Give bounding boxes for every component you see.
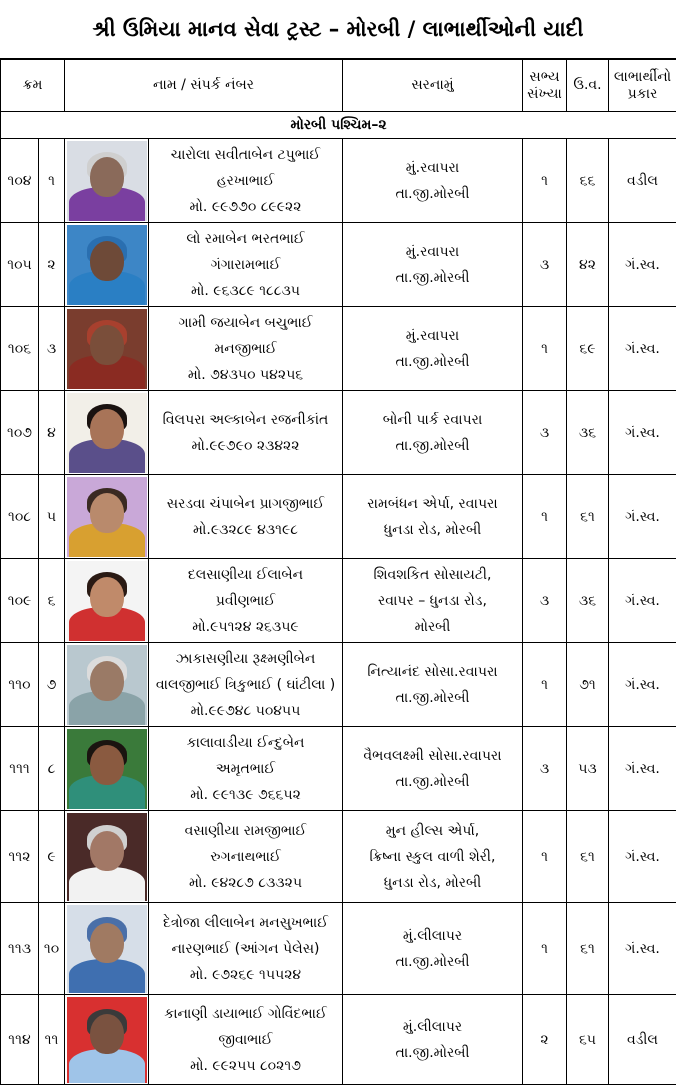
row-type: ગં.સ્વ. [609, 391, 676, 475]
row-address-cell [343, 559, 523, 643]
row-name-line1: કાનાણી ડાયાભાઈ ગોવિંદભાઈ [164, 1005, 327, 1022]
table-row [1, 223, 676, 307]
row-type: ગં.સ્વ. [609, 903, 676, 995]
row-address-line2: તા.જી.મોરબી [395, 269, 470, 286]
row-address-line3: મોરબી [414, 618, 451, 635]
row-name-line2: મનજીભાઈ [214, 340, 277, 357]
beneficiary-photo [67, 645, 147, 725]
table-row [1, 995, 676, 1085]
row-name-cell [149, 811, 343, 903]
row-serial: ૧૦૪ [1, 139, 39, 223]
row-address-line1: મું.લીલાપર [402, 927, 463, 944]
row-serial: ૧૦૬ [1, 307, 39, 391]
row-age: ૬૧ [567, 903, 609, 995]
row-address-line2: તા.જી.મોરબી [395, 689, 470, 706]
photo-face-shape [90, 745, 124, 785]
row-name-line2: પ્રવીણભાઈ [215, 592, 276, 609]
header-name: નામ / સંપર્ક નંબર [65, 60, 343, 112]
row-serial: ૧૧૨ [1, 811, 39, 903]
row-age: ૪૨ [567, 223, 609, 307]
row-sub-number: ૬ [39, 559, 65, 643]
row-phone: મો.૯૯૭૪૮ ૫૦૪૫૫ [190, 702, 301, 719]
row-address-line2: તા.જી.મોરબી [395, 773, 470, 790]
row-age: ૬૫ [567, 995, 609, 1085]
row-type: ગં.સ્વ. [609, 223, 676, 307]
row-members: ૨ [523, 995, 567, 1085]
row-phone: મો. ૯૪૨૮૭ ૮૩૩૨૫ [188, 874, 303, 891]
row-serial: ૧૧૦ [1, 643, 39, 727]
row-address-line1: શિવશકિત સોસાયટી, [373, 566, 492, 583]
beneficiary-photo [67, 905, 147, 993]
row-sub-number: ૯ [39, 811, 65, 903]
row-sub-number: ૫ [39, 475, 65, 559]
beneficiary-photo [67, 729, 147, 809]
row-sub-number: ૮ [39, 727, 65, 811]
row-serial: ૧૦૮ [1, 475, 39, 559]
row-type: ગં.સ્વ. [609, 811, 676, 903]
row-name-cell [149, 139, 343, 223]
table-row [1, 727, 676, 811]
photo-face-shape [90, 577, 124, 617]
row-age: ૬૬ [567, 139, 609, 223]
photo-face-shape [90, 241, 124, 281]
row-members: ૧ [523, 475, 567, 559]
row-address-line2: ધુનડા રોડ, મોરબી [383, 521, 482, 538]
row-serial: ૧૧૪ [1, 995, 39, 1085]
photo-face-shape [90, 325, 124, 365]
row-age: ૭૧ [567, 643, 609, 727]
row-name-line2: અમૃતભાઈ [215, 760, 276, 777]
row-photo-cell [65, 727, 149, 811]
row-name-line1: ચારોલા સવીતાબેન ટપુભાઈ [170, 146, 321, 163]
beneficiary-photo [67, 393, 147, 473]
beneficiary-photo [67, 477, 147, 557]
section-title: મોરબી પશ્ચિમ–૨ [1, 112, 676, 139]
row-address-cell [343, 139, 523, 223]
photo-face-shape [90, 157, 124, 197]
row-sub-number: ૨ [39, 223, 65, 307]
row-address-cell [343, 223, 523, 307]
row-address-cell [343, 475, 523, 559]
row-photo-cell [65, 995, 149, 1085]
header-address: સરનામું [343, 60, 523, 112]
row-members: ૧ [523, 307, 567, 391]
row-phone: મો. ૯૯૭૭૦ ૮૯૯૨૨ [189, 198, 302, 215]
row-address-line1: બોની પાર્ક રવાપરા [382, 411, 483, 428]
row-address-line2: તા.જી.મોરબી [395, 953, 470, 970]
row-type: ગં.સ્વ. [609, 307, 676, 391]
row-address-cell [343, 307, 523, 391]
row-members: ૧ [523, 139, 567, 223]
row-address-line2: તા.જી.મોરબી [395, 185, 470, 202]
photo-face-shape [90, 923, 124, 963]
row-name-cell [149, 223, 343, 307]
beneficiary-table [0, 59, 676, 1085]
photo-face-shape [90, 1014, 124, 1054]
header-kram: ક્રમ [1, 60, 65, 112]
page-title: શ્રી ઉમિયા માનવ સેવા ટ્રસ્ટ – મોરબી / લાભાર્થીઓની યાદી [0, 0, 676, 59]
table-row [1, 559, 676, 643]
row-address-line1: વૈભવલક્ષ્મી સોસા.રવાપરા [363, 747, 502, 764]
row-age: ૩૬ [567, 559, 609, 643]
row-address-line2: તા.જી.મોરબી [395, 353, 470, 370]
photo-face-shape [90, 831, 124, 871]
row-name-line2: રુગનાથભાઈ [210, 848, 281, 865]
row-serial: ૧૧૧ [1, 727, 39, 811]
row-address-line2: તા.જી.મોરબી [395, 437, 470, 454]
row-members: ૩ [523, 391, 567, 475]
row-sub-number: ૪ [39, 391, 65, 475]
row-name-line2: જીવાભાઈ [218, 1031, 273, 1048]
row-type: ગં.સ્વ. [609, 643, 676, 727]
row-address-line3: ધુનડા રોડ, મોરબી [383, 874, 482, 891]
row-name-cell [149, 903, 343, 995]
header-members: સભ્ય સંખ્યા [523, 60, 567, 112]
photo-body-shape [69, 867, 145, 901]
row-address-line1: મું.રવાપરા [405, 327, 460, 344]
photo-face-shape [90, 409, 124, 449]
row-photo-cell [65, 307, 149, 391]
beneficiary-photo [67, 997, 147, 1083]
row-photo-cell [65, 811, 149, 903]
row-name-cell [149, 559, 343, 643]
row-address-line1: નિત્યાનંદ સોસા.રવાપરા [367, 663, 498, 680]
row-name-line1: ગામી જયાબેન બચુભાઈ [178, 314, 313, 331]
row-phone: મો.૯૩૨૮૯ ૪૩૧૯૮ [193, 521, 298, 538]
table-header-row [1, 60, 676, 112]
table-row [1, 811, 676, 903]
row-address-line1: મું.રવાપરા [405, 243, 460, 260]
row-members: ૧ [523, 811, 567, 903]
row-name-cell [149, 643, 343, 727]
table-row [1, 391, 676, 475]
photo-face-shape [90, 493, 124, 533]
row-photo-cell [65, 643, 149, 727]
row-name-line1: ઝાકાસણીયા રૂક્ષ્મણીબેન [175, 650, 316, 667]
row-address-cell [343, 995, 523, 1085]
row-name-line1: દેત્રોજા લીલાબેન મનસુખભાઈ [162, 914, 328, 931]
row-serial: ૧૦૭ [1, 391, 39, 475]
row-phone: મો. ૯૬૩૮૯ ૧૮૮૩૫ [191, 282, 300, 299]
row-name-line2: ગંગારામભાઈ [210, 256, 281, 273]
row-address-line1: મું.રવાપરા [405, 159, 460, 176]
row-phone: મો. ૯૭૨૬૯ ૧૫૫૨૪ [189, 966, 302, 983]
row-members: ૩ [523, 559, 567, 643]
row-type: ગં.સ્વ. [609, 559, 676, 643]
row-phone: મો. ૯૯૨૫૫ ૮૦૨૧૭ [190, 1057, 301, 1074]
row-photo-cell [65, 903, 149, 995]
row-photo-cell [65, 223, 149, 307]
table-row [1, 307, 676, 391]
row-sub-number: ૧ [39, 139, 65, 223]
row-address-cell [343, 391, 523, 475]
row-address-line2: રવાપર – ધુનડા રોડ, [378, 592, 487, 609]
row-phone: મો.૯૯૭૯૦ ૨૩૪૨૨ [191, 437, 300, 454]
section-row [1, 112, 676, 139]
photo-face-shape [90, 661, 124, 701]
row-sub-number: ૧૦ [39, 903, 65, 995]
row-name-line1: સરડવા ચંપાબેન પ્રાગજીભાઈ [166, 495, 325, 512]
row-age: ૬૧ [567, 811, 609, 903]
table-row [1, 903, 676, 995]
beneficiary-photo [67, 813, 147, 901]
photo-body-shape [69, 1049, 145, 1083]
row-photo-cell [65, 559, 149, 643]
row-type: ગં.સ્વ. [609, 727, 676, 811]
beneficiary-photo [67, 141, 147, 221]
row-address-line2: ક્રિષ્ના સ્કુલ વાળી શેરી, [369, 848, 496, 865]
table-row [1, 139, 676, 223]
row-name-cell [149, 391, 343, 475]
row-name-line1: કાલાવાડીયા ઈન્દુબેન [186, 734, 305, 751]
row-members: ૧ [523, 903, 567, 995]
row-serial: ૧૧૩ [1, 903, 39, 995]
row-members: ૩ [523, 223, 567, 307]
row-sub-number: ૭ [39, 643, 65, 727]
row-type: વડીલ [609, 139, 676, 223]
table-row [1, 643, 676, 727]
header-age: ઉ.વ. [567, 60, 609, 112]
row-type: ગં.સ્વ. [609, 475, 676, 559]
beneficiary-photo [67, 309, 147, 389]
row-address-cell [343, 643, 523, 727]
row-name-cell [149, 995, 343, 1085]
row-name-line1: વસાણીયા રામજીભાઈ [184, 822, 307, 839]
row-address-line2: તા.જી.મોરબી [395, 1044, 470, 1061]
header-type: લાભાર્થીનો પ્રકાર [609, 60, 676, 112]
row-address-line1: રામબંધન એર્પા, રવાપરા [367, 495, 498, 512]
row-age: ૩૬ [567, 391, 609, 475]
table-body [1, 139, 676, 1085]
row-members: ૩ [523, 727, 567, 811]
row-address-cell [343, 903, 523, 995]
row-age: ૫૩ [567, 727, 609, 811]
row-name-line1: લો રમાબેન ભરતભાઈ [186, 230, 305, 247]
row-type: વડીલ [609, 995, 676, 1085]
row-serial: ૧૦૫ [1, 223, 39, 307]
photo-body-shape [69, 959, 145, 993]
row-name-line1: દલસાણીયા ઈલાબેન [187, 566, 304, 583]
table-row [1, 475, 676, 559]
beneficiary-photo [67, 225, 147, 305]
row-members: ૧ [523, 643, 567, 727]
row-phone: મો.૯૫૧૨૪ ૨૬૩૫૯ [192, 618, 299, 635]
row-sub-number: ૧૧ [39, 995, 65, 1085]
row-address-line1: મું.લીલાપર [402, 1018, 463, 1035]
row-photo-cell [65, 391, 149, 475]
row-photo-cell [65, 475, 149, 559]
row-name-line2: હરખાભાઈ [216, 172, 275, 189]
row-name-cell [149, 727, 343, 811]
row-name-cell [149, 307, 343, 391]
row-name-line2: વાલજીભાઈ ત્રિકુભાઈ ( ઘાંટીલા ) [155, 676, 336, 693]
row-name-cell [149, 475, 343, 559]
row-address-line1: મુન હીલ્સ એર્પા, [385, 822, 480, 839]
row-name-line2: નારણભાઈ (આંગન પેલેસ) [171, 940, 320, 957]
beneficiary-photo [67, 561, 147, 641]
row-address-cell [343, 727, 523, 811]
row-age: ૬૯ [567, 307, 609, 391]
row-phone: મો. ૭૪૩૫૦ ૫૪૨૫૬ [187, 366, 304, 383]
row-photo-cell [65, 139, 149, 223]
row-sub-number: ૩ [39, 307, 65, 391]
row-phone: મો. ૯૯૧૩૯ ૭૬૬૫૨ [190, 786, 301, 803]
row-name-line1: વિલપરા અલ્કાબેન રજનીકાંત [162, 411, 329, 428]
row-address-cell [343, 811, 523, 903]
row-serial: ૧૦૯ [1, 559, 39, 643]
row-age: ૬૧ [567, 475, 609, 559]
